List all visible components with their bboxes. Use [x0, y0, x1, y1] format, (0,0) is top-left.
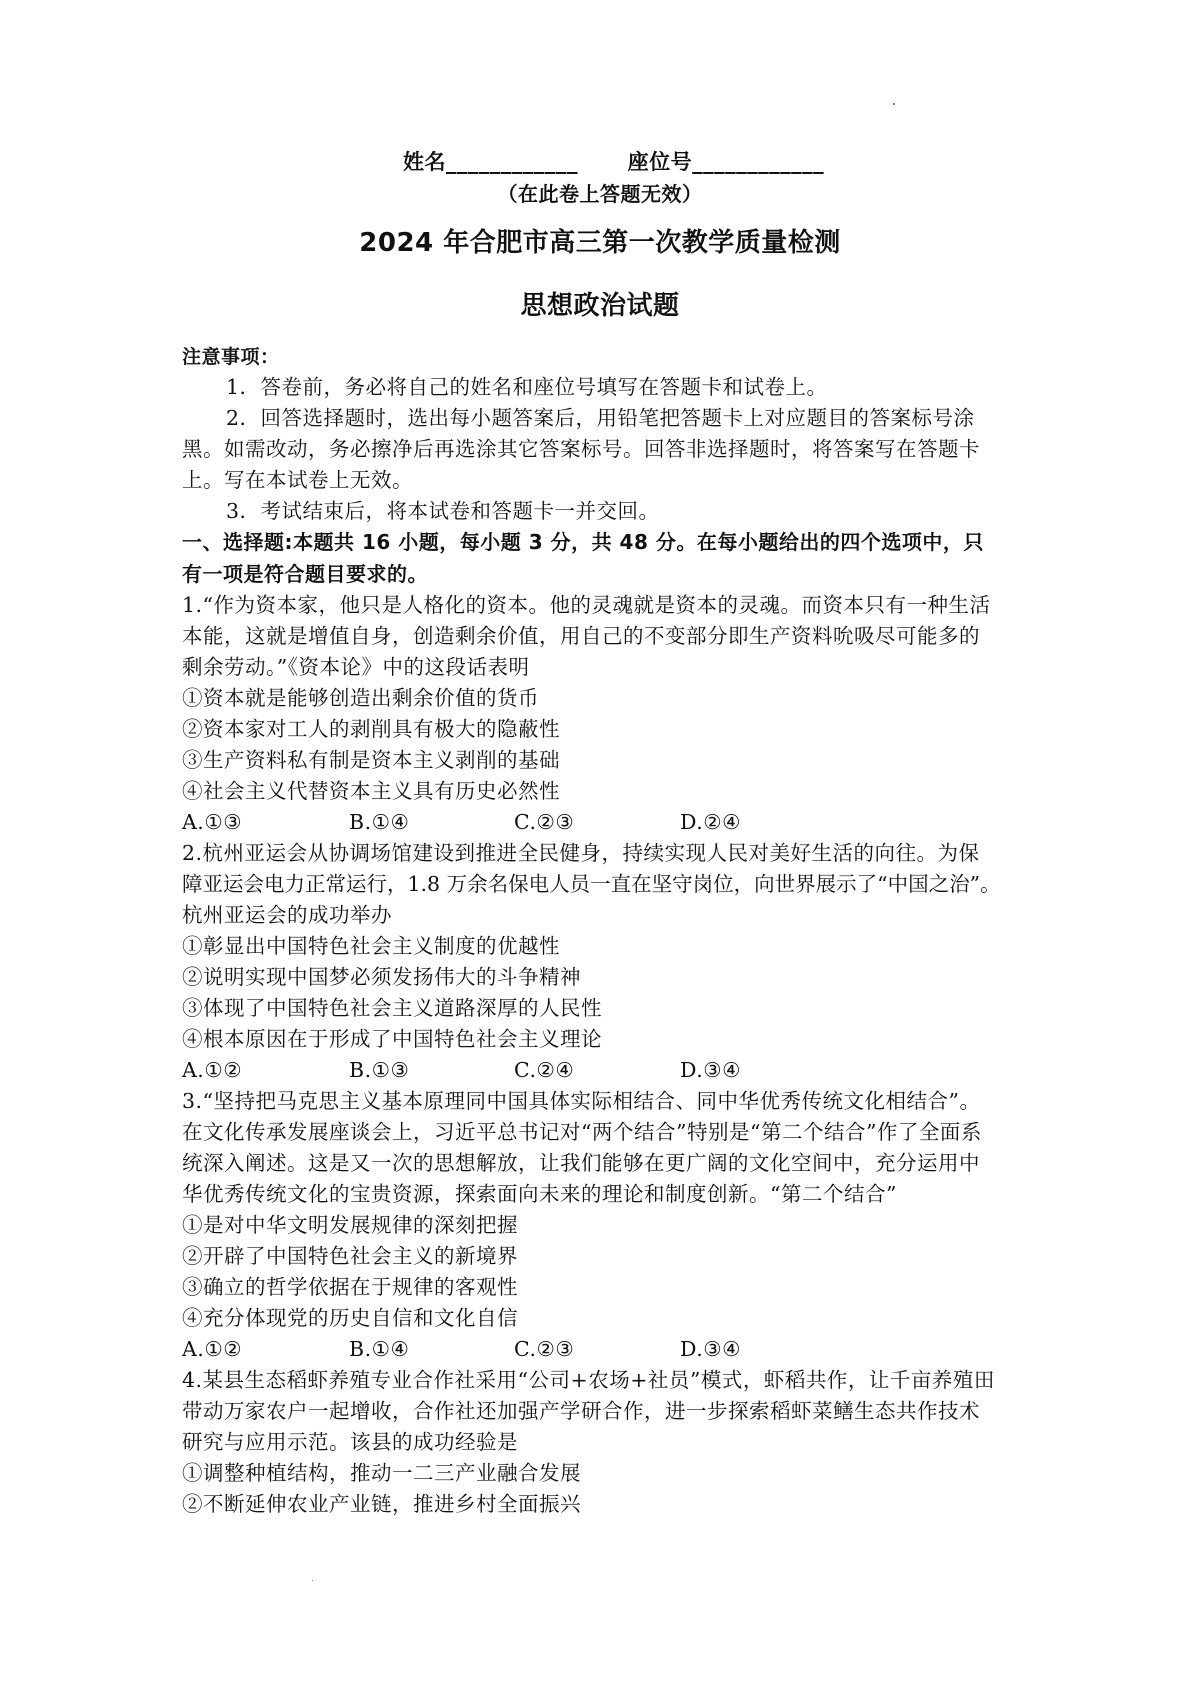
- question-4-stem: 4.某县生态稻虾养殖专业合作社采用“公司+农场+社员”模式，虾稻共作，让千亩养殖田: [182, 1368, 995, 1392]
- question-2-item: ③体现了中国特色社会主义道路深厚的人民性: [182, 996, 602, 1020]
- question-4-item: ①调整种植结构，推动一二三产业融合发展: [182, 1461, 581, 1485]
- option-d[interactable]: D.②④: [680, 810, 741, 834]
- exam-title: 2024 年合肥市高三第一次教学质量检测: [359, 228, 841, 258]
- notice-item-3: 3．考试结束后，将本试卷和答题卡一并交回。: [226, 499, 660, 523]
- option-c[interactable]: C.②③: [514, 1337, 575, 1361]
- question-3-stem: 在文化传承发展座谈会上，习近平总书记对“两个结合”特别是“第二个结合”作了全面系: [182, 1120, 982, 1144]
- option-d[interactable]: D.③④: [680, 1337, 741, 1361]
- section-heading: 一、选择题:本题共 16 小题，每小题 3 分，共 48 分。在每小题给出的四个选项中，只: [182, 530, 984, 554]
- question-1-item: ②资本家对工人的剥削具有极大的隐蔽性: [182, 717, 560, 741]
- question-1-item: ①资本就是能够创造出剩余价值的货币: [182, 686, 539, 710]
- question-2-item: ②说明实现中国梦必须发扬伟大的斗争精神: [182, 965, 581, 989]
- option-c[interactable]: C.②③: [514, 810, 575, 834]
- notice-item-2: 2．回答选择题时，选出每小题答案后，用铅笔把答题卡上对应题目的答案标号涂: [226, 406, 975, 430]
- question-1-stem: 本能，这就是增值自身，创造剩余价值，用自己的不变部分即生产资料吮吸尽可能多的: [182, 624, 980, 648]
- seat-field-label: 座位号____________: [627, 150, 825, 174]
- option-a[interactable]: A.①②: [182, 1058, 243, 1082]
- notice-item-2-cont: 上。写在本试卷上无效。: [182, 468, 413, 492]
- scan-speck: [312, 1580, 313, 1581]
- option-b[interactable]: B.①③: [349, 1058, 410, 1082]
- exam-subtitle: 思想政治试题: [520, 291, 680, 321]
- notice-item-2-cont: 黑。如需改动，务必擦净后再选涂其它答案标号。回答非选择题时，将答案写在答题卡: [182, 437, 980, 461]
- question-3-item: ④充分体现党的历史自信和文化自信: [182, 1306, 518, 1330]
- question-1-item: ④社会主义代替资本主义具有历史必然性: [182, 779, 560, 803]
- question-1-stem: 1.“作为资本家，他只是人格化的资本。他的灵魂就是资本的灵魂。而资本只有一种生活: [182, 593, 991, 617]
- question-3-item: ②开辟了中国特色社会主义的新境界: [182, 1244, 518, 1268]
- question-2-item: ①彰显出中国特色社会主义制度的优越性: [182, 934, 560, 958]
- question-4-item: ②不断延伸农业产业链，推进乡村全面振兴: [182, 1492, 581, 1516]
- option-b[interactable]: B.①④: [349, 810, 410, 834]
- notice-item-1: 1．答卷前，务必将自己的姓名和座位号填写在答题卡和试卷上。: [226, 375, 828, 399]
- name-seat-line: [403, 146, 824, 178]
- question-3-stem: 华优秀传统文化的宝贵资源，探索面向未来的理论和制度创新。“第二个结合”: [182, 1182, 897, 1206]
- option-a[interactable]: A.①②: [182, 1337, 243, 1361]
- question-2-item: ④根本原因在于形成了中国特色社会主义理论: [182, 1027, 602, 1051]
- question-2-stem: 障亚运会电力正常运行，1.8 万余名保电人员一直在坚守岗位，向世界展示了“中国之治”。: [182, 872, 1001, 896]
- notice-heading: 注意事项：: [182, 346, 280, 368]
- question-3-stem: 3.“坚持把马克思主义基本原理同中国具体实际相结合、同中华优秀传统文化相结合”。: [182, 1089, 981, 1113]
- name-field-label: 姓名____________: [403, 150, 578, 174]
- question-2-stem: 2.杭州亚运会从协调场馆建设到推进全民健身，持续实现人民对美好生活的向往。为保: [182, 841, 980, 865]
- option-b[interactable]: B.①④: [349, 1337, 410, 1361]
- scan-speck: [893, 103, 895, 105]
- question-3-item: ③确立的哲学依据在于规律的客观性: [182, 1275, 518, 1299]
- invalid-note: （在此卷上答题无效）: [497, 182, 703, 206]
- option-d[interactable]: D.③④: [680, 1058, 741, 1082]
- question-3-item: ①是对中华文明发展规律的深刻把握: [182, 1213, 518, 1237]
- question-1-stem: 剩余劳动。”《资本论》中的这段话表明: [182, 655, 530, 679]
- section-heading: 有一项是符合题目要求的。: [182, 562, 428, 586]
- question-4-stem: 研究与应用示范。该县的成功经验是: [182, 1430, 518, 1454]
- question-2-stem: 杭州亚运会的成功举办: [182, 903, 392, 927]
- question-1-item: ③生产资料私有制是资本主义剥削的基础: [182, 748, 560, 772]
- option-c[interactable]: C.②④: [514, 1058, 575, 1082]
- question-3-stem: 统深入阐述。这是又一次的思想解放，让我们能够在更广阔的文化空间中，充分运用中: [182, 1151, 980, 1175]
- option-a[interactable]: A.①③: [182, 810, 243, 834]
- question-4-stem: 带动万家农户一起增收，合作社还加强产学研合作，进一步探索稻虾菜鳝生态共作技术: [182, 1399, 980, 1423]
